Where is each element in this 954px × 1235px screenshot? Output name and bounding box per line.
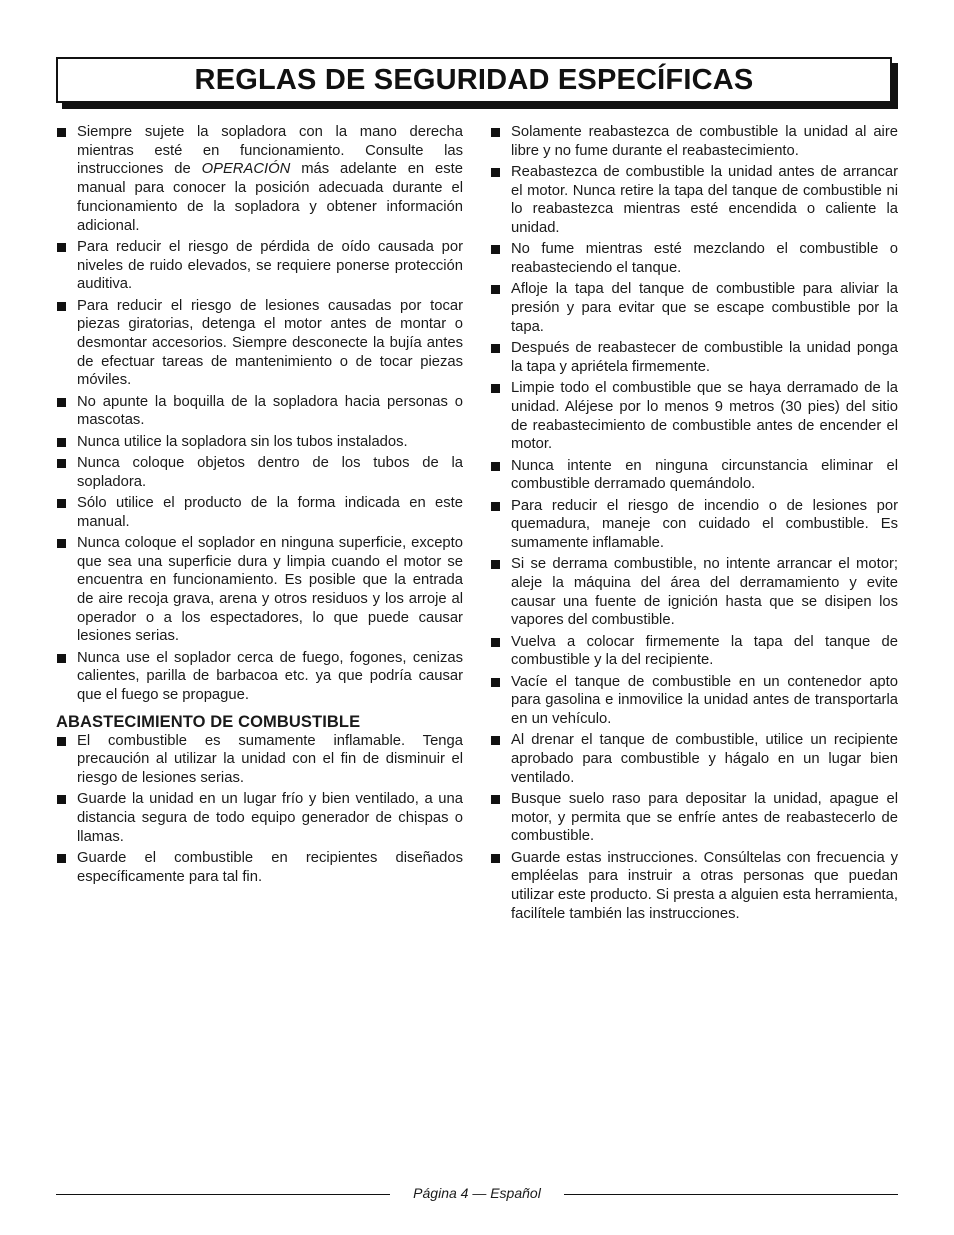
bullet-square-icon bbox=[57, 128, 66, 137]
page-number: Página 4 — Español bbox=[413, 1185, 541, 1201]
bullet-square-icon bbox=[57, 302, 66, 311]
bullet-square-icon bbox=[491, 462, 500, 471]
list-item-text: Para reducir el riesgo de lesiones causadas por tocar piezas giratorias, detenga el motor antes de montar o desmontar accesorios. Siempre desconecte la bujía antes de efectuar tareas de mantenimiento o de tocar piezas móviles. bbox=[77, 297, 463, 389]
bullet-square-icon bbox=[491, 638, 500, 647]
bullet-square-icon bbox=[491, 384, 500, 393]
title-banner bbox=[56, 57, 892, 103]
bullet-square-icon bbox=[57, 854, 66, 863]
list-item bbox=[490, 379, 898, 454]
bullet-square-icon bbox=[57, 795, 66, 804]
list-item-text: Limpie todo el combustible que se haya derramado de la unidad. Aléjese por lo menos 9 metros (30 pies) del sitio de reabastecimiento de combustible antes de encender el motor. bbox=[511, 380, 898, 453]
bullet-square-icon bbox=[57, 737, 66, 746]
list-item bbox=[56, 393, 463, 430]
bullet-square-icon bbox=[491, 795, 500, 804]
bullet-square-icon bbox=[57, 654, 66, 663]
bullet-square-icon bbox=[491, 736, 500, 745]
list-item bbox=[490, 339, 898, 376]
list-item bbox=[56, 494, 463, 531]
list-item-text: Para reducir el riesgo de pérdida de oído causada por niveles de ruido elevados, se requiere ponerse protección auditiva. bbox=[77, 238, 463, 293]
list-item-text: más adelante en este manual para conocer la posición adecuada durante el funcionamiento de la sopladora y obtener información adicional. bbox=[77, 161, 463, 234]
list-item bbox=[56, 849, 463, 886]
list-item-text: Si se derrama combustible, no intente arrancar el motor; aleje la máquina del área del derramamiento y evite causar una fuente de ignición hasta que se disipen los vapores del combustible. bbox=[511, 556, 898, 629]
list-item-text: Para reducir el riesgo de incendio o de lesiones por quemadura, maneje con cuidado el combustible. Es sumamente inflamable. bbox=[511, 497, 898, 551]
bullet-square-icon bbox=[57, 398, 66, 407]
list-item bbox=[490, 849, 898, 924]
list-item bbox=[56, 649, 463, 705]
list-item bbox=[56, 238, 463, 294]
list-item-text: Nunca use el soplador cerca de fuego, fogones, cenizas calientes, parilla de barbacoa etc. ya que podría causar que el fuego se propague. bbox=[77, 649, 463, 704]
fuel-rules-list bbox=[56, 732, 463, 887]
footer-rule-left bbox=[56, 1194, 390, 1195]
bullet-square-icon bbox=[57, 539, 66, 548]
bullet-square-icon bbox=[491, 245, 500, 254]
list-item-text: Solamente reabastezca de combustible la unidad al aire libre y no fume durante el reabastecimiento. bbox=[511, 124, 898, 159]
fuel-rules-list-continued bbox=[490, 123, 898, 924]
list-item-text: Guarde el combustible en recipientes diseñados específicamente para tal fin. bbox=[77, 849, 463, 885]
list-item bbox=[490, 555, 898, 630]
list-item bbox=[490, 163, 898, 238]
list-item bbox=[56, 433, 463, 452]
bullet-square-icon bbox=[57, 438, 66, 447]
list-item-text: Sólo utilice el producto de la forma indicada en este manual. bbox=[77, 494, 463, 530]
bullet-square-icon bbox=[57, 459, 66, 468]
list-item-text: Nunca utilice la sopladora sin los tubos instalados. bbox=[77, 433, 408, 450]
left-column bbox=[56, 123, 463, 889]
bullet-square-icon bbox=[491, 285, 500, 294]
list-item-text: Siempre sujete la sopladora con la mano derecha mientras esté en funcionamiento. Consulte las instrucciones de bbox=[77, 124, 463, 178]
operation-reference: OPERACIÓN bbox=[201, 161, 291, 178]
page-footer bbox=[56, 1184, 898, 1204]
list-item bbox=[56, 790, 463, 846]
list-item bbox=[56, 297, 463, 391]
list-item bbox=[490, 790, 898, 846]
list-item bbox=[56, 454, 463, 491]
list-item bbox=[490, 280, 898, 336]
list-item bbox=[56, 732, 463, 788]
page-title: REGLAS DE SEGURIDAD ESPECÍFICAS bbox=[194, 63, 754, 96]
list-item-text: Nunca coloque el soplador en ninguna superficie, excepto que sea una superficie dura y limpia cuando el motor se encuentra en funcionamiento. Es posible que la entrada de aire recoja grava, arena y otros residuos y los arroje al operador o a los espectadores, lo que puede causar lesiones serias. bbox=[77, 534, 463, 645]
list-item bbox=[490, 457, 898, 494]
list-item bbox=[490, 240, 898, 277]
list-item-text: Busque suelo raso para depositar la unidad, apague el motor, y permita que se enfríe antes de reabastecerlo de combustible. bbox=[511, 791, 898, 845]
bullet-square-icon bbox=[491, 678, 500, 687]
list-item-text: No fume mientras esté mezclando el combustible o reabasteciendo el tanque. bbox=[511, 241, 898, 277]
bullet-square-icon bbox=[491, 854, 500, 863]
list-item bbox=[490, 633, 898, 670]
right-column bbox=[490, 123, 898, 926]
list-item bbox=[490, 673, 898, 729]
bullet-square-icon bbox=[491, 344, 500, 353]
list-item-text: El combustible es sumamente inflamable. Tenga precaución al utilizar la unidad con el fin de disminuir el riesgo de lesiones serias. bbox=[77, 732, 463, 786]
bullet-square-icon bbox=[491, 168, 500, 177]
list-item-text: Vacíe el tanque de combustible en un contenedor apto para gasolina e inmovilice la unidad antes de transportarla en un vehículo. bbox=[511, 673, 898, 728]
footer-rule-right bbox=[564, 1194, 898, 1195]
list-item-text: Nunca intente en ninguna circunstancia eliminar el combustible derramado quemándolo. bbox=[511, 457, 898, 493]
bullet-square-icon bbox=[57, 499, 66, 508]
list-item-text: Nunca coloque objetos dentro de los tubos de la sopladora. bbox=[77, 454, 463, 490]
safety-rules-list bbox=[56, 123, 463, 705]
list-item bbox=[56, 123, 463, 235]
list-item-text: Después de reabastecer de combustible la unidad ponga la tapa y apriétela firmemente. bbox=[511, 340, 898, 375]
list-item-text: No apunte la boquilla de la sopladora hacia personas o mascotas. bbox=[77, 393, 463, 429]
list-item bbox=[56, 534, 463, 646]
list-item bbox=[490, 497, 898, 553]
bullet-square-icon bbox=[491, 502, 500, 511]
list-item-text: Guarde estas instrucciones. Consúltelas con frecuencia y empléelas para instruir a otras personas que puedan utilizar este producto. Si presta a alguien esta herramienta, facilítele también las instrucciones. bbox=[511, 849, 898, 922]
list-item-text: Afloje la tapa del tanque de combustible para aliviar la presión y para evitar que se escape combustible por la tapa. bbox=[511, 281, 898, 335]
bullet-square-icon bbox=[57, 243, 66, 252]
list-item-text: Al drenar el tanque de combustible, utilice un recipiente aprobado para combustible y hágalo en un lugar bien ventilado. bbox=[511, 732, 898, 786]
bullet-square-icon bbox=[491, 560, 500, 569]
fuel-section-heading: ABASTECIMIENTO DE COMBUSTIBLE bbox=[56, 712, 361, 731]
list-item-text: Guarde la unidad en un lugar frío y bien ventilado, a una distancia segura de todo equipo generador de chispas o llamas. bbox=[77, 791, 463, 845]
list-item-text: Reabastezca de combustible la unidad antes de arrancar el motor. Nunca retire la tapa del tanque de combustible ni lo reabastezca mientras esté encendida o caliente la unidad. bbox=[511, 164, 898, 237]
list-item bbox=[490, 731, 898, 787]
list-item bbox=[490, 123, 898, 160]
list-item-text: Vuelva a colocar firmemente la tapa del tanque de combustible y la del recipiente. bbox=[511, 633, 898, 669]
bullet-square-icon bbox=[491, 128, 500, 137]
